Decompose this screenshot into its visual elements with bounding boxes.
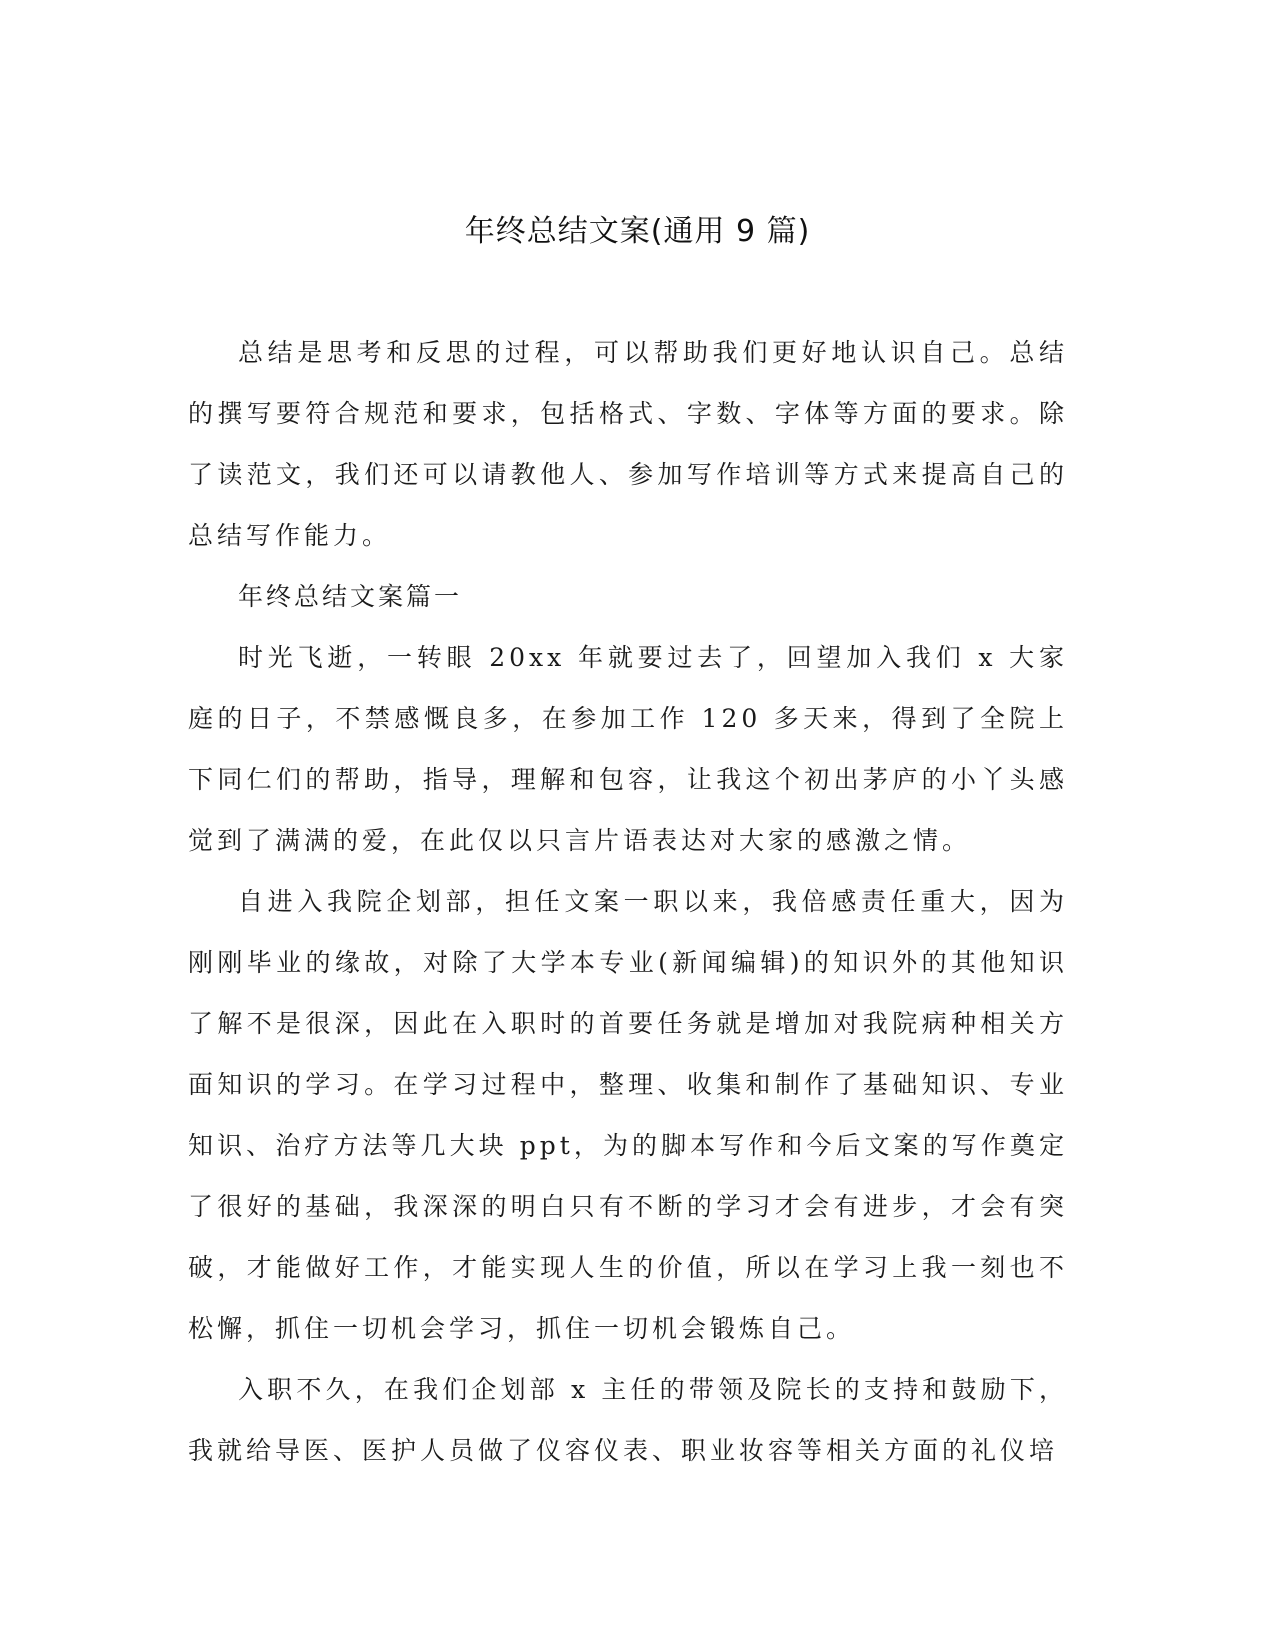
body-paragraph: 入职不久，在我们企划部 x 主任的带领及院长的支持和鼓励下，我就给导医、医护人员做了仪容仪表、职业妆容等相关方面的礼仪培 <box>188 1375 1068 1465</box>
document-title: 年终总结文案(通用 9 篇) <box>464 214 811 249</box>
intro-paragraph: 总结是思考和反思的过程，可以帮助我们更好地认识自己。总结的撰写要符合规范和要求，包括格式、字数、字体等方面的要求。除了读范文，我们还可以请教他人、参加写作培训等方式来提高自己的总结写作能力。 <box>188 338 1068 550</box>
body-paragraph: 时光飞逝，一转眼 20xx 年就要过去了，回望加入我们 x 大家庭的日子，不禁感慨良多，在参加工作 120 多天来，得到了全院上下同仁们的帮助，指导，理解和包容，让我这个初出茅庐的小丫头感觉到了满满的爱，在此仅以只言片语表达对大家的感激之情。 <box>188 643 1068 855</box>
section-heading: 年终总结文案篇一 <box>238 582 463 611</box>
document-body <box>188 322 1068 1481</box>
body-paragraph: 自进入我院企划部，担任文案一职以来，我倍感责任重大，因为刚刚毕业的缘故，对除了大学本专业(新闻编辑)的知识外的其他知识了解不是很深，因此在入职时的首要任务就是增加对我院病种相关方面知识的学习。在学习过程中，整理、收集和制作了基础知识、专业知识、治疗方法等几大块 ppt，为的脚本写作和今后文案的写作奠定了很好的基础，我深深的明白只有不断的学习才会有进步，才会有突破，才能做好工作，才能实现人生的价值，所以在学习上我一刻也不松懈，抓住一切机会学习，抓住一切机会锻炼自己。 <box>188 887 1068 1343</box>
